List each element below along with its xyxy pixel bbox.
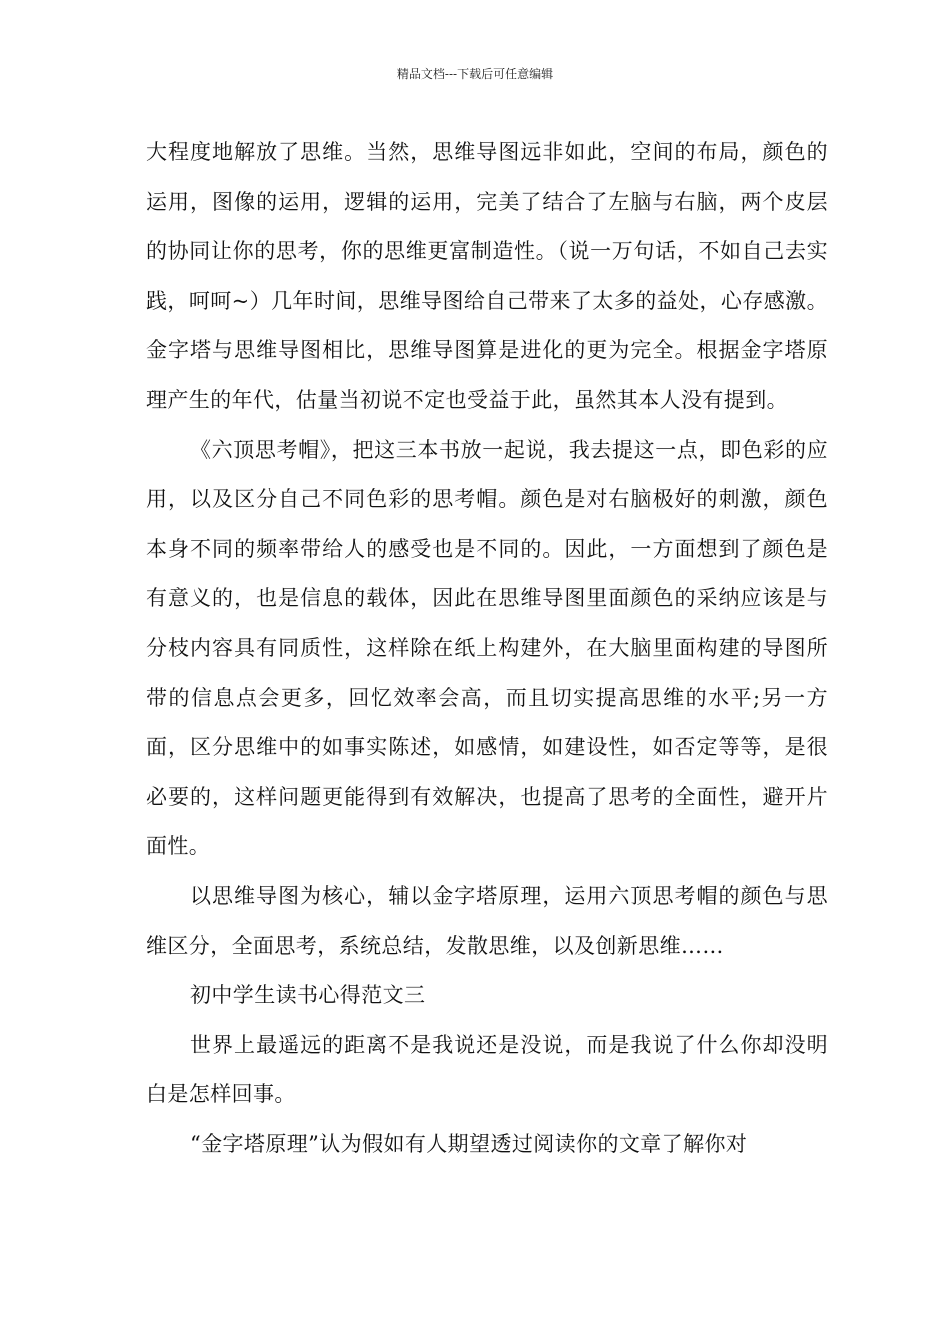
- paragraph-pyramid-principle: “金字塔原理”认为假如有人期望透过阅读你的文章了解你对: [190, 1131, 748, 1156]
- document-body: [146, 128, 828, 1169]
- paragraph-continued: 大程度地解放了思维。当然，思维导图远非如此，空间的布局，颜色的运用，图像的运用，逻辑的运用，完美了结合了左脑与右脑，两个皮层的协同让你的思考，你的思维更富制造性。（说一万句话，不如自己去实践，呵呵~）几年时间，思维导图给自己带来了太多的益处，心存感激。金字塔与思维导图相比，思维导图算是进化的更为完全。根据金字塔原理产生的年代，估量当初说不定也受益于此，虽然其本人没有提到。: [146, 140, 828, 412]
- page-header: 精品文档---下载后可任意编辑: [396, 67, 554, 81]
- paragraph-summary: 以思维导图为核心，辅以金字塔原理，运用六顶思考帽的颜色与思维区分，全面思考，系统总结，发散思维，以及创新思维……: [146, 883, 828, 958]
- paragraph-distance: 世界上最遥远的距离不是我说还是没说，而是我说了什么你却没明白是怎样回事。: [146, 1032, 828, 1107]
- section-heading: 初中学生读书心得范文三: [190, 983, 426, 1008]
- paragraph-six-thinking-hats: 《六顶思考帽》，把这三本书放一起说，我去提这一点，即色彩的应用，以及区分自己不同色彩的思考帽。颜色是对右脑极好的刺激，颜色本身不同的频率带给人的感受也是不同的。因此，一方面想到了颜色是有意义的，也是信息的载体，因此在思维导图里面颜色的采纳应该是与分枝内容具有同质性，这样除在纸上构建外，在大脑里面构建的导图所带的信息点会更多，回忆效率会高，而且切实提高思维的水平;另一方面，区分思维中的如事实陈述，如感情，如建设性，如否定等等，是很必要的，这样问题更能得到有效解决，也提高了思考的全面性，避开片面性。: [146, 437, 828, 859]
